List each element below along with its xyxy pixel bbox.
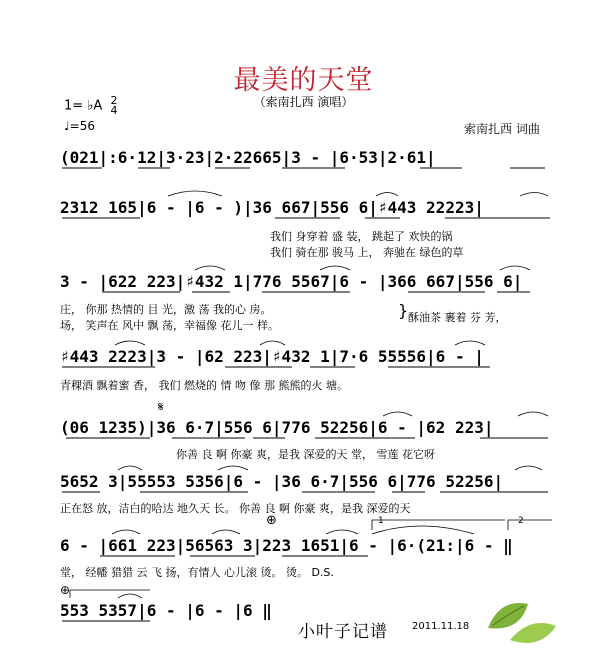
lyric-5: 你善 良 啊 你豪 爽，是我 深爱的天 堂， 雪莲 花它呀 <box>176 448 435 461</box>
staff-line-8: 553 5357|6 - |6 - |6 ‖ <box>60 601 272 620</box>
slur-arcs <box>112 191 548 598</box>
coda-sign-1: ⊕ <box>266 513 277 528</box>
staff-line-4: ♯443 2223|3 - |62 223|♯432 1|7·6 55556|6 - | <box>60 347 484 366</box>
transcription-date: 2011.11.18 <box>412 621 470 632</box>
lyric-brace: } <box>398 301 409 320</box>
volta-1: 1 <box>378 516 384 526</box>
volta-2: 2 <box>518 516 524 526</box>
lyricist-credit: 索南扎西 词曲 <box>464 122 540 136</box>
staff-line-3: 3 - |622 223|♯432 1|776 5567|6 - |366 667|556 6| <box>60 272 523 291</box>
staff-line-6: 5652 3|55553 5356|6 - |36 6·7|556 6|776 52256| <box>60 472 504 491</box>
volta-brackets <box>70 520 552 598</box>
segno-sign: 𝄋 <box>158 400 164 415</box>
lyric-3b: 场， 笑声在 风中 飘 荡，幸福像 花儿一 样。 <box>60 319 279 332</box>
staff-line-5: (06 1235)|36 6·7|556 6|776 52256|6 - |62 223| <box>60 418 494 437</box>
leaf-logo-icon <box>488 603 556 643</box>
song-title: 最美的天堂 <box>233 65 374 96</box>
lyric-6: 正在怒 放，洁白的哈达 地久天 长。 你善 良 啊 你豪 爽，是我 深爱的天 <box>60 502 411 515</box>
lyric-2a: 我们 身穿着 盛 装， 跳起了 欢快的锅 <box>270 230 453 243</box>
lyric-3a: 庄， 你那 热情的 目 光，激 荡 我的心 房。 <box>60 303 272 316</box>
key-text: 1= ♭A <box>64 98 103 114</box>
song-subtitle: （索南扎西 演唱） <box>253 95 354 109</box>
time-top: 2 <box>110 94 118 107</box>
time-bottom: 4 <box>110 104 118 117</box>
staff-line-2: 2312 165|6 - |6 - )|36 667|556 6|♯443 22223| <box>60 198 484 217</box>
lyric-3-aside: 酥油茶 裹着 芬 芳， <box>408 311 507 324</box>
lyric-2b: 我们 骑在那 骏马 上， 奔驰在 绿色的草 <box>270 246 464 259</box>
beam-lines <box>62 168 550 621</box>
staff-line-7: 6 - |661 223|56563 3|223 1651|6 - |6·(21:|6 - ‖ <box>60 536 513 555</box>
coda-sign-2: ⊕ <box>60 583 71 597</box>
lyric-4: 青稞酒 飘着蜜 香， 我们 燃烧的 情 吻 像 那 熊熊的火 塘。 <box>60 379 348 392</box>
tempo-mark: ♩=56 <box>64 119 95 133</box>
transcriber-signature: 小叶子记谱 <box>298 622 388 642</box>
lyric-7: 堂， 经幡 猎猎 云 飞 扬，有情人 心儿滚 烫。 烫。 D.S. <box>60 566 334 579</box>
staff-line-1: (021|:6·12|3·23|2·22665|3 - |6·53|2·61| <box>60 148 436 167</box>
